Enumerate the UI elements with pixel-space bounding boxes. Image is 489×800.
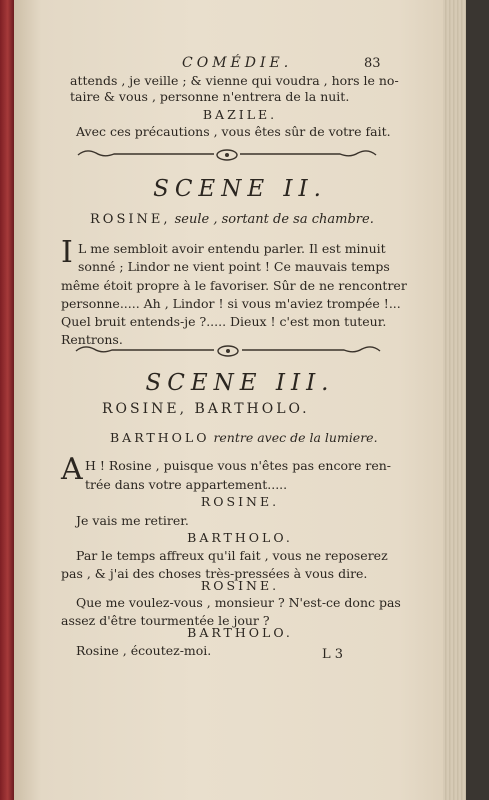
- stage-direction: seule , sortant de sa chambre.: [174, 212, 374, 227]
- signature-mark: L 3: [322, 647, 344, 662]
- speaker-name: ROSINE.: [200, 494, 280, 509]
- text-line: H ! Rosine , puisque vous n'êtes pas encore ren-: [85, 458, 392, 473]
- drop-cap: A: [61, 452, 83, 487]
- book-spine: [0, 0, 14, 800]
- direction-text: rentre avec de la lumiere.: [213, 430, 378, 445]
- running-title: COMÉDIE.: [182, 55, 293, 71]
- text-line: Avec ces précautions , vous êtes sûr de votre fait.: [76, 124, 391, 139]
- text-line: pas , & j'ai des choses très-pressées à vous dire.: [61, 566, 368, 581]
- speaker-name: BAZILE.: [202, 107, 278, 122]
- text-line: assez d'être tourmentée le jour ?: [61, 613, 270, 628]
- text-line: personne..... Ah , Lindor ! si vous m'aviez trompée !...: [61, 296, 401, 311]
- direction-name: BARTHOLO: [110, 430, 210, 445]
- stage-direction: [110, 430, 378, 445]
- ornament-divider: [72, 343, 384, 359]
- speaker-name: ROSINE.: [200, 578, 280, 593]
- ornament-divider: [74, 147, 380, 163]
- text-line: sonné ; Lindor ne vient point ! Ce mauvais temps: [78, 259, 390, 274]
- scene-title: SCENE III.: [145, 370, 335, 396]
- text-line: Quel bruit entends-je ?..... Dieux ! c'est mon tuteur.: [61, 314, 387, 329]
- text-line: L me sembloit avoir entendu parler. Il est minuit: [78, 241, 386, 256]
- scene-cast: [90, 212, 374, 227]
- text-line: Rosine , écoutez-moi.: [76, 643, 212, 658]
- speaker-name: BARTHOLO.: [187, 625, 293, 640]
- text-line: Que me voulez-vous , monsieur ? N'est-ce donc pas: [76, 595, 401, 610]
- text-line: Rentrons.: [61, 332, 123, 347]
- cast-name: ROSINE,: [90, 212, 171, 227]
- scene-cast: ROSINE, BARTHOLO.: [102, 401, 310, 417]
- text-line: trée dans votre appartement.....: [85, 477, 288, 492]
- text-line: Je vais me retirer.: [76, 513, 189, 528]
- page-number: 83: [364, 56, 381, 71]
- speaker-name: BARTHOLO.: [187, 530, 293, 545]
- text-line: même étoit propre à le favoriser. Sûr de ne rencontrer: [61, 278, 407, 293]
- text-line: attends , je veille ; & vienne qui voudra , hors le no-: [70, 73, 399, 88]
- text-line: taire & vous , personne n'entrera de la nuit.: [70, 89, 350, 104]
- drop-cap: I: [61, 235, 73, 270]
- scene-title: SCENE II.: [153, 176, 327, 202]
- text-line: Par le temps affreux qu'il fait , vous ne reposerez: [76, 548, 388, 563]
- book-page: [14, 0, 466, 800]
